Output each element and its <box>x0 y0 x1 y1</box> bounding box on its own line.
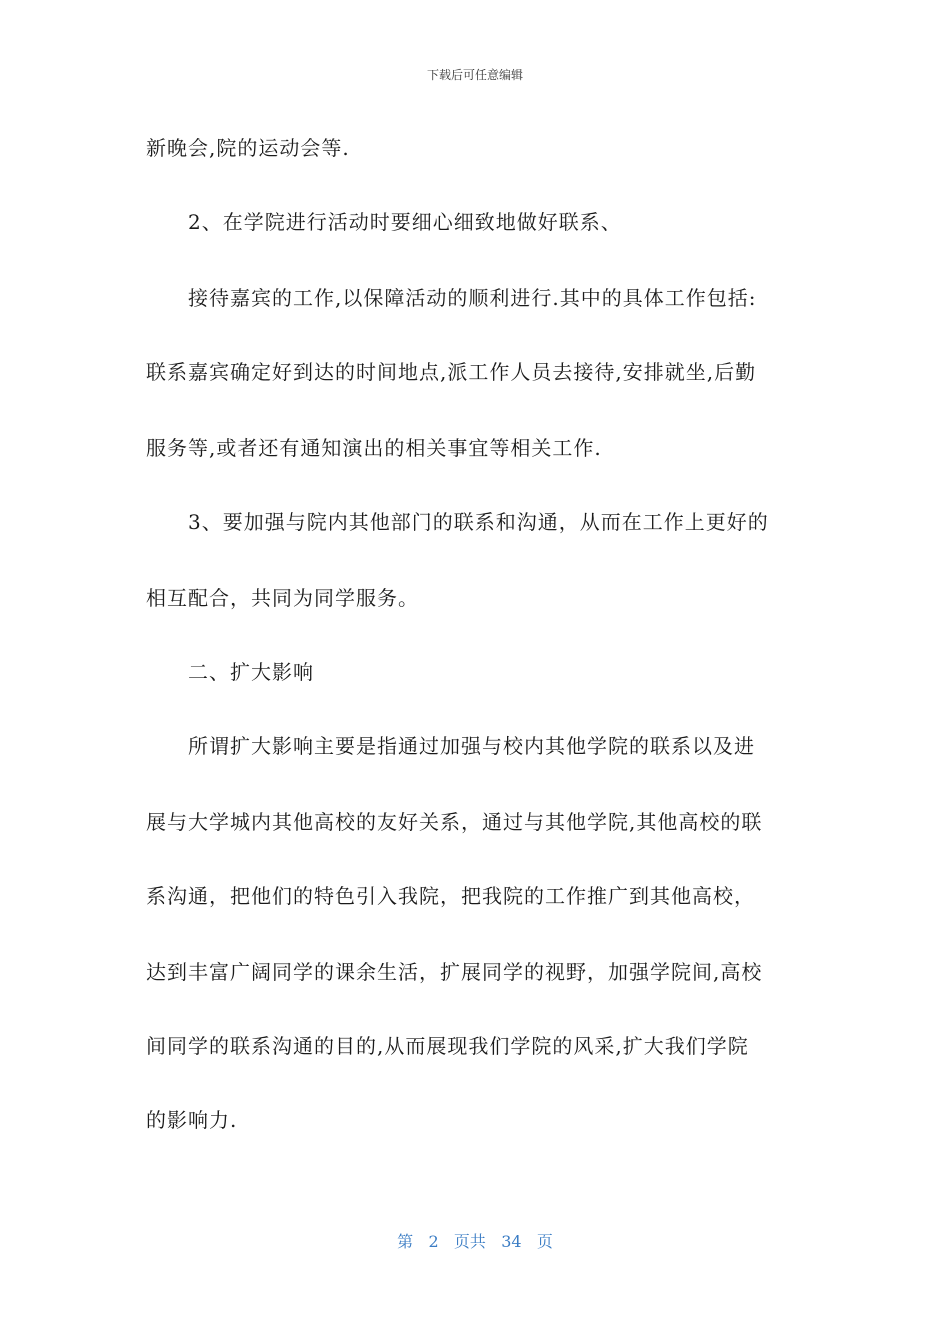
page-footer <box>0 1229 950 1252</box>
body-line: 接待嘉宾的工作,以保障活动的顺利进行.其中的具体工作包括: <box>188 286 757 310</box>
body-line: 服务等,或者还有通知演出的相关事宜等相关工作. <box>146 436 602 460</box>
footer-suffix: 页 <box>536 1232 553 1251</box>
body-line: 2、在学院进行活动时要细心细致地做好联系、 <box>188 210 622 234</box>
body-line: 3、要加强与院内其他部门的联系和沟通，从而在工作上更好的 <box>188 510 769 534</box>
body-line: 系沟通，把他们的特色引入我院，把我院的工作推广到其他高校， <box>146 884 755 908</box>
footer-current-page: 2 <box>428 1232 439 1251</box>
body-line: 展与大学城内其他高校的友好关系，通过与其他学院,其他高校的联 <box>146 810 763 834</box>
section-heading: 二、扩大影响 <box>188 660 314 684</box>
body-line: 相互配合，共同为同学服务。 <box>146 586 419 610</box>
body-line: 所谓扩大影响主要是指通过加强与校内其他学院的联系以及进 <box>188 734 755 758</box>
page-header: 下载后可任意编辑 <box>426 68 523 82</box>
body-line: 联系嘉宾确定好到达的时间地点,派工作人员去接待,安排就坐,后勤 <box>146 360 757 384</box>
footer-prefix: 第 <box>397 1232 414 1251</box>
body-line: 达到丰富广阔同学的课余生活，扩展同学的视野，加强学院间,高校 <box>146 960 763 984</box>
footer-total-pages: 34 <box>501 1232 522 1251</box>
footer-middle: 页共 <box>453 1232 486 1251</box>
body-line: 新晚会,院的运动会等. <box>146 136 350 160</box>
body-line: 的影响力. <box>146 1108 238 1132</box>
body-line: 间同学的联系沟通的目的,从而展现我们学院的风采,扩大我们学院 <box>146 1034 749 1058</box>
